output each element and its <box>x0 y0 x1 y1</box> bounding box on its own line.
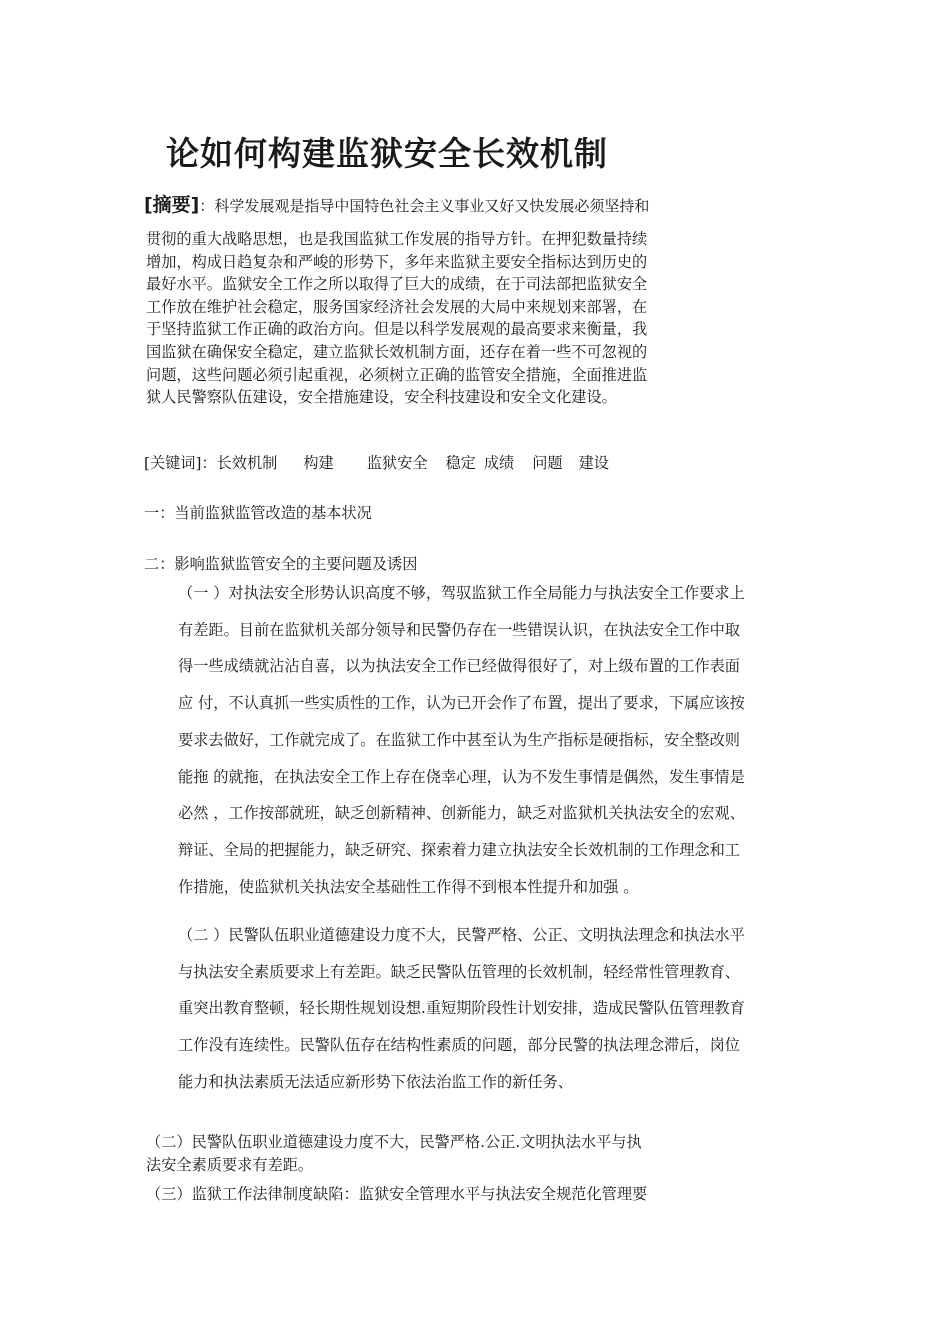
keyword: 成绩 <box>483 454 515 472</box>
paragraph-line: 与执法安全素质要求上有差距。缺乏民警队伍管理的长效机制，轻经常性管理教育、 <box>178 962 740 981</box>
bottom-paragraph-3: （三）监狱工作法律制度缺陷：监狱安全管理水平与执法安全规范化管理要 <box>146 1185 648 1203</box>
section-heading-2: 二：影响监狱监管安全的主要问题及诱因 <box>144 555 418 573</box>
document-title: 论如何构建监狱安全长效机制 <box>166 134 608 173</box>
paragraph-line: 法安全素质要求有差距。 <box>146 1155 314 1174</box>
paragraph-line: 能拖 的就拖，在执法安全工作上存在侥幸心理，认为不发生事情是偶然，发生事情是 <box>178 767 745 786</box>
abstract-first-line <box>144 190 649 217</box>
paragraph-line: 必然 ，工作按部就班，缺乏创新精神、创新能力，缺乏对监狱机关执法安全的宏观、 <box>178 804 745 823</box>
abstract-line: 于坚持监狱工作正确的政治方向。但是以科学发展观的最高要求来衡量，我 <box>146 320 648 339</box>
abstract-line: 最好水平。监狱安全工作之所以取得了巨大的成绩，在于司法部把监狱安全 <box>146 275 648 294</box>
paragraph-line: 有差距。目前在监狱机关部分领导和民警仍存在一些错误认识，在执法安全工作中取 <box>178 620 740 639</box>
abstract-line: 国监狱在确保安全稳定，建立监狱长效机制方面，还存在着一些不可忽视的 <box>146 342 648 361</box>
paragraph-line: （二 ）民警队伍职业道德建设力度不大，民警严格、公正、文明执法理念和执法水平 <box>178 926 745 944</box>
abstract-line: 问题，这些问题必须引起重视，必须树立正确的监管安全措施，全面推进监 <box>146 365 648 384</box>
abstract-body <box>146 228 706 409</box>
keyword: 问题 <box>532 454 563 472</box>
paragraph-line: 辩证、全局的把握能力，缺乏研究、探索着力建立执法安全长效机制的工作理念和工 <box>178 840 740 859</box>
keyword: 监狱安全 <box>366 454 428 472</box>
keywords-line <box>144 452 609 473</box>
paragraph-line: （二）民警队伍职业道德建设力度不大，民警严格.公正.文明执法水平与执 <box>146 1133 642 1151</box>
keyword: 稳定 <box>445 454 476 472</box>
abstract-line: 贯彻的重大战略思想，也是我国监狱工作发展的指导方针。在押犯数量持续 <box>146 230 648 248</box>
keyword: 建设 <box>578 454 609 472</box>
section-heading-1: 一：当前监狱监管改造的基本状况 <box>144 504 372 522</box>
paragraph-2 <box>178 917 808 1101</box>
keyword: 构建 <box>303 454 334 472</box>
keyword: 长效机制 <box>216 454 278 472</box>
abstract-label: [摘要] <box>144 194 200 216</box>
paragraph-line: 要求去做好，工作就完成了。在监狱工作中甚至认为生产指标是硬指标，安全整改则 <box>178 730 740 749</box>
abstract-line: 狱人民警察队伍建设，安全措施建设，安全科技建设和安全文化建设。 <box>146 388 617 407</box>
paragraph-1 <box>178 575 808 905</box>
bottom-paragraph-2 <box>146 1131 716 1177</box>
abstract-line: 工作放在维护社会稳定，服务国家经济社会发展的大局中来规划来部署，在 <box>146 297 648 316</box>
paragraph-line: （一 ）对执法安全形势认识高度不够，驾驭监狱工作全局能力与执法安全工作要求上 <box>178 584 745 602</box>
paragraph-line: 能力和执法素质无法适应新形势下依法治监工作的新任务、 <box>178 1072 573 1091</box>
paragraph-line: 作措施，使监狱机关执法安全基础性工作得不到根本性提升和加强 。 <box>178 877 639 896</box>
paragraph-line: 重突出教育整顿，轻长期性规划设想.重短期阶段性计划安排，造成民警队伍管理教育 <box>178 999 745 1018</box>
paragraph-line: 工作没有连续性。民警队伍存在结构性素质的问题，部分民警的执法理念滞后，岗位 <box>178 1036 740 1055</box>
abstract-line: 增加，构成日趋复杂和严峻的形势下，多年来监狱主要安全指标达到历史的 <box>146 252 648 271</box>
paragraph-line: 应 付，不认真抓一些实质性的工作，认为已开会作了布置，提出了要求，下属应该按 <box>178 694 745 713</box>
abstract-first-text: ：科学发展观是指导中国特色社会主义事业又好又快发展必须坚持和 <box>199 197 650 215</box>
paragraph-line: 得一些成绩就沾沾自喜，以为执法安全工作已经做得很好了，对上级布置的工作表面 <box>178 657 740 676</box>
keywords-label: [关键词]： <box>144 454 217 472</box>
